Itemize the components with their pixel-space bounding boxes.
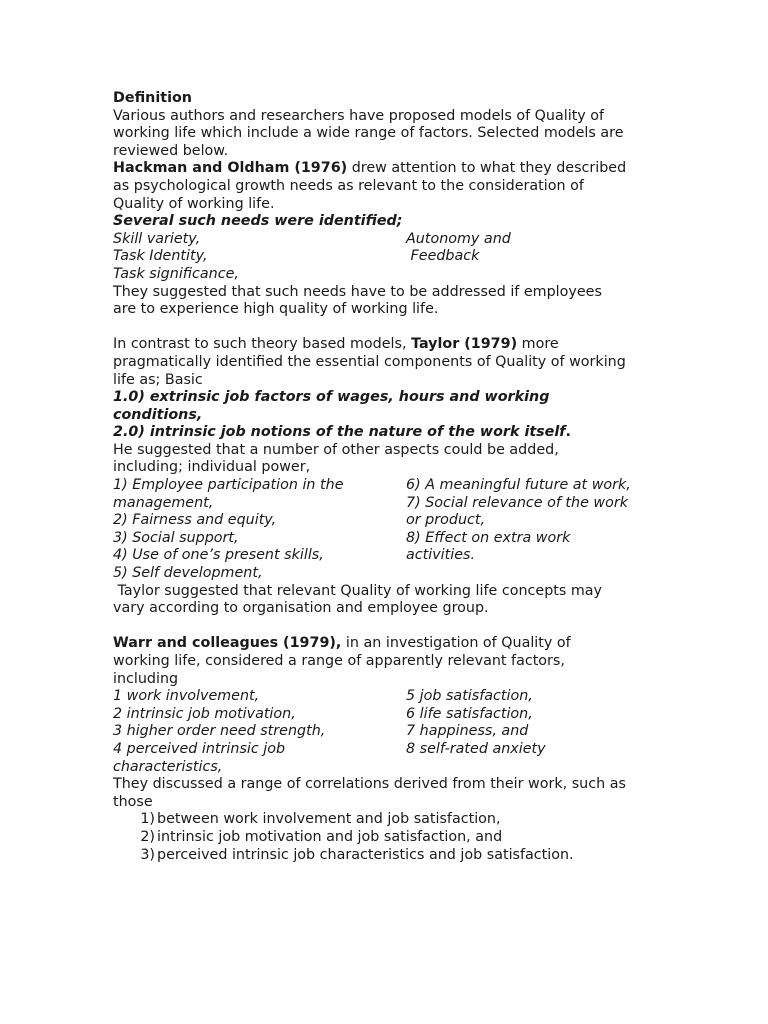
taylor-conclusion: Taylor suggested that relevant Quality of working life concepts may [113,582,603,599]
aspect-item: 2) Fairness and equity, [113,512,277,529]
warr-line-rest: in an investigation of Quality of [341,635,571,652]
needs-row [113,231,673,249]
aspects-row [113,477,673,495]
taylor-point-1: 1.0) extrinsic job factors of wages, hours and working [113,389,550,406]
taylor-point-2-end: . [565,424,571,441]
taylor-author: Taylor (1979) [411,336,518,353]
intro-line: reviewed below. [113,142,229,159]
aspect-item: 6) A meaningful future at work, [406,477,631,494]
hackman-line: Quality of working life. [113,195,275,212]
factor-item: 1 work involvement, [113,688,260,705]
warr-line: including [113,670,179,687]
hackman-line: as psychological growth needs as relevant to the consideration of [113,177,584,194]
aspect-item: 1) Employee participation in the [113,477,344,494]
aspect-item: 8) Effect on extra work [406,529,571,546]
hackman-line [113,160,673,178]
list-number: 2) [140,828,155,845]
warr-author: Warr and colleagues (1979), [113,635,342,652]
taylor-aspects-intro: including; individual power, [113,459,311,476]
factor-item [406,759,673,777]
needs-row [113,266,673,284]
intro-line: Various authors and researchers have proposed models of Quality of [113,107,605,124]
aspect-item: or product, [406,512,486,529]
needs-heading: Several such needs were identified; [113,213,403,230]
intro-line: working life which include a wide range of factors. Selected models are [113,125,624,142]
aspects-row [113,565,673,583]
correlations-list [113,811,673,864]
aspects-row [113,530,673,548]
list-text: intrinsic job motivation and job satisfaction, and [157,828,503,845]
list-item [113,829,673,847]
factors-row [113,688,673,706]
list-text: between work involvement and job satisfaction, [157,811,501,828]
factors-row [113,723,673,741]
warr-line [113,635,673,653]
list-text: perceived intrinsic job characteristics and job satisfaction. [157,846,574,863]
taylor-line [113,336,673,354]
aspect-item: 4) Use of one’s present skills, [113,547,324,564]
factor-item: 4 perceived intrinsic job [113,740,286,757]
aspect-item: 7) Social relevance of the work [406,494,629,511]
hackman-author: Hackman and Oldham (1976) [113,160,348,177]
need-item: Skill variety, [113,230,201,247]
document-page [113,90,673,864]
hackman-line-rest: drew attention to what they described [347,160,627,177]
warr-discussion: They discussed a range of correlations derived from their work, such as [113,776,626,793]
aspects-row [113,495,673,513]
list-number: 1) [140,811,155,828]
taylor-line: pragmatically identified the essential components of Quality of working [113,353,626,370]
factor-item: 5 job satisfaction, [406,688,533,705]
taylor-line: life as; Basic [113,371,203,388]
factor-item: 3 higher order need strength, [113,723,326,740]
factors-row [113,759,673,777]
aspect-item: 5) Self development, [113,565,263,582]
list-item [113,847,673,865]
need-item: Task Identity, [113,248,208,265]
taylor-point-2 [113,424,673,442]
need-item [406,266,673,284]
list-item [113,811,673,829]
section-heading: Definition [113,90,192,106]
factor-item: 6 life satisfaction, [406,705,533,722]
need-item: Task significance, [113,265,239,282]
aspects-row [113,547,673,565]
factor-item: characteristics, [113,758,223,775]
needs-row [113,248,673,266]
aspect-item: management, [113,494,214,511]
aspect-item [406,565,673,583]
list-number: 3) [140,846,155,863]
paragraph-gap [113,319,673,337]
factor-item: 2 intrinsic job motivation, [113,705,296,722]
taylor-conclusion: vary according to organisation and employee group. [113,600,489,617]
taylor-line-pre: In contrast to such theory based models, [113,336,412,353]
aspect-item: activities. [406,547,475,564]
hackman-conclusion: They suggested that such needs have to be addressed if employees [113,283,602,300]
warr-discussion: those [113,793,153,810]
taylor-point-1: conditions, [113,406,203,423]
factors-row [113,741,673,759]
taylor-point-2-text: 2.0) intrinsic job notions of the nature of the work itself [113,424,566,441]
hackman-conclusion: are to experience high quality of working life. [113,301,439,318]
need-item: Autonomy and [406,230,511,247]
factors-row [113,706,673,724]
taylor-aspects-intro: He suggested that a number of other aspects could be added, [113,441,559,458]
factor-item: 7 happiness, and [406,723,529,740]
factor-item: 8 self-rated anxiety [406,740,546,757]
aspect-item: 3) Social support, [113,529,239,546]
paragraph-gap [113,618,673,636]
aspects-row [113,512,673,530]
warr-line: working life, considered a range of apparently relevant factors, [113,653,565,669]
taylor-line-post: more [517,336,559,353]
need-item: Feedback [406,248,480,265]
